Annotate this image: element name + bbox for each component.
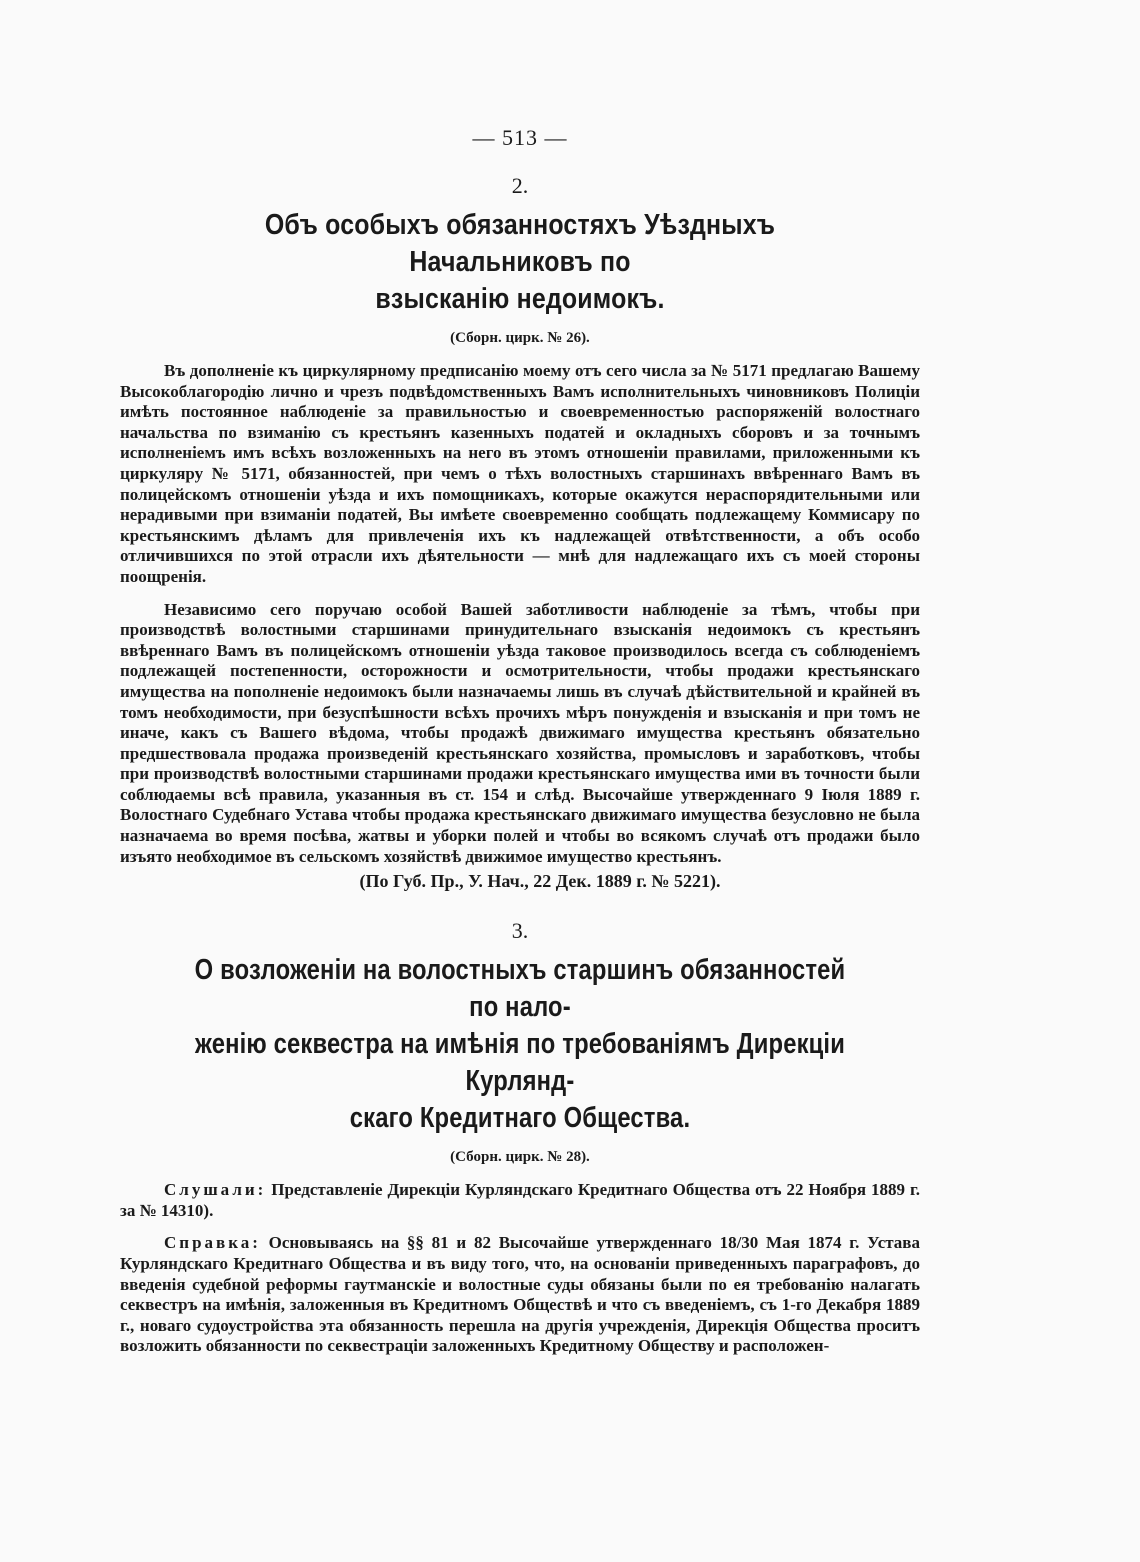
section-3 [120,918,920,1357]
circular-reference: (Сборн. цирк. № 28). [450,1149,590,1166]
section-title-line: Объ особыхъ обязанностяхъ Уѣздныхъ Начальниковъ по [264,209,776,278]
document-page [120,125,920,1361]
section-2 [120,173,920,892]
paragraph-text: Представленіе Дирекціи Курляндскаго Кредитнаго Общества отъ 22 Ноября 1889 г. за № 14310). [120,1180,920,1220]
section-title-line: женію секвестра на имѣнія по требованіямъ Дирекціи Курлянд- [194,1028,845,1098]
paragraph: Въ дополненіе къ циркулярному предписанію моему отъ сего числа за № 5171 предлагаю Вашему Высокоблагородію лично и чрезъ подвѣдомственныхъ Вамъ исполнительныхъ чиновниковъ Полиціи имѣть постоянное наблюденіе за правильностью и своевременностью распоряженій волостнаго начальства по взиманію съ крестьянъ казенныхъ податей и окладныхъ сборовъ и за точнымъ исполненіемъ имъ всѣхъ возложенныхъ на него въ этомъ отношеніи правилами, приложенными къ циркуляру № 5171, обязанностей, при чемъ о тѣхъ волостныхъ старшинахъ ввѣреннаго Вамъ въ полицейскомъ отношеніи уѣзда и ихъ помощникахъ, которые окажутся нераспорядительными или нерадивыми при взиманіи податей, Вы имѣете своевременно сообщать подлежащему Коммисару по крестьянскимъ дѣламъ для привлеченія ихъ къ надлежащей отвѣтственности, а объ особо отличившихся по этой отрасли ихъ дѣятельности — мнѣ для надлежащаго ихъ съ моей стороны поощренія. [120,361,920,586]
circular-reference: (Сборн. цирк. № 26). [450,330,590,346]
section-title [176,207,864,318]
section-title [192,952,848,1137]
paragraph-lead: Слушали: [164,1180,267,1200]
paragraph [120,1233,920,1357]
section-title-line: скаго Кредитнаго Общества. [349,1102,691,1135]
section-title-line: взысканію недоимокъ. [375,283,665,315]
paragraph-text: Основываясь на §§ 81 и 82 Высочайше утвержденнаго 18/30 Мая 1874 г. Устава Курляндскаго Кредитнаго Общества и въ виду того, что, на основаніи приведенныхъ параграфовъ, до введенія судебной реформы гаутманскіе и волостные суды обязаны были по ея требованію налагать секвестръ на имѣнія, заложенныя въ Кредитномъ Обществѣ и что съ введеніемъ, съ 1-го Декабря 1889 г., новаго судоустройства эта обязанность перешла на другія учрежденія, Дирекція Общества проситъ возложить обязанности по секвестраціи заложенныхъ Кредитному Обществу и расположен- [120,1233,920,1356]
page-number: — 513 — [472,125,568,150]
section-title-line: О возложеніи на волостныхъ старшинъ обязанностей по нало- [194,954,846,1024]
signature-reference: (По Губ. Пр., У. Нач., 22 Дек. 1889 г. № 5221). [359,871,721,892]
paragraph: Независимо сего поручаю особой Вашей заботливости наблюденіе за тѣмъ, чтобы при производствѣ волостными старшинами принудительнаго взысканія недоимокъ съ крестьянъ ввѣреннаго Вамъ въ полицейскомъ отношеніи уѣзда таковое производилось всегда съ соблюденіемъ подлежащей постепенности, осторожности и осмотрительности, чтобы продажи крестьянскаго имущества на пополненіе недоимокъ были назначаемы лишь въ случаѣ дѣйствительной и крайней въ томъ необходимости, при безуспѣшности всѣхъ прочихъ мѣръ понужденія и взысканія и при томъ не иначе, какъ съ Вашего вѣдома, чтобы продажѣ движимаго имущества крестьянъ обязательно предшествовала продажа произведеній крестьянскаго хозяйства, промысловъ и заработковъ, чтобы при производствѣ волостными старшинами продажи крестьянскаго имущества ими въ точности были соблюдаемы всѣ правила, указанныя въ ст. 154 и слѣд. Высочайше утвержденнаго 9 Іюля 1889 г. Волостнаго Судебнаго Устава чтобы продажа крестьянскаго движимаго имущества безусловно не была назначаема во время посѣва, жатвы и уборки полей и чтобы во всякомъ случаѣ отъ продажи было изъято необходимое въ сельскомъ хозяйствѣ движимое имущество крестьянъ. [120,599,920,866]
section-number: 2. [511,173,529,198]
paragraph-lead: Справка: [164,1233,261,1253]
section-number: 3. [511,918,529,944]
paragraph [120,1180,920,1221]
